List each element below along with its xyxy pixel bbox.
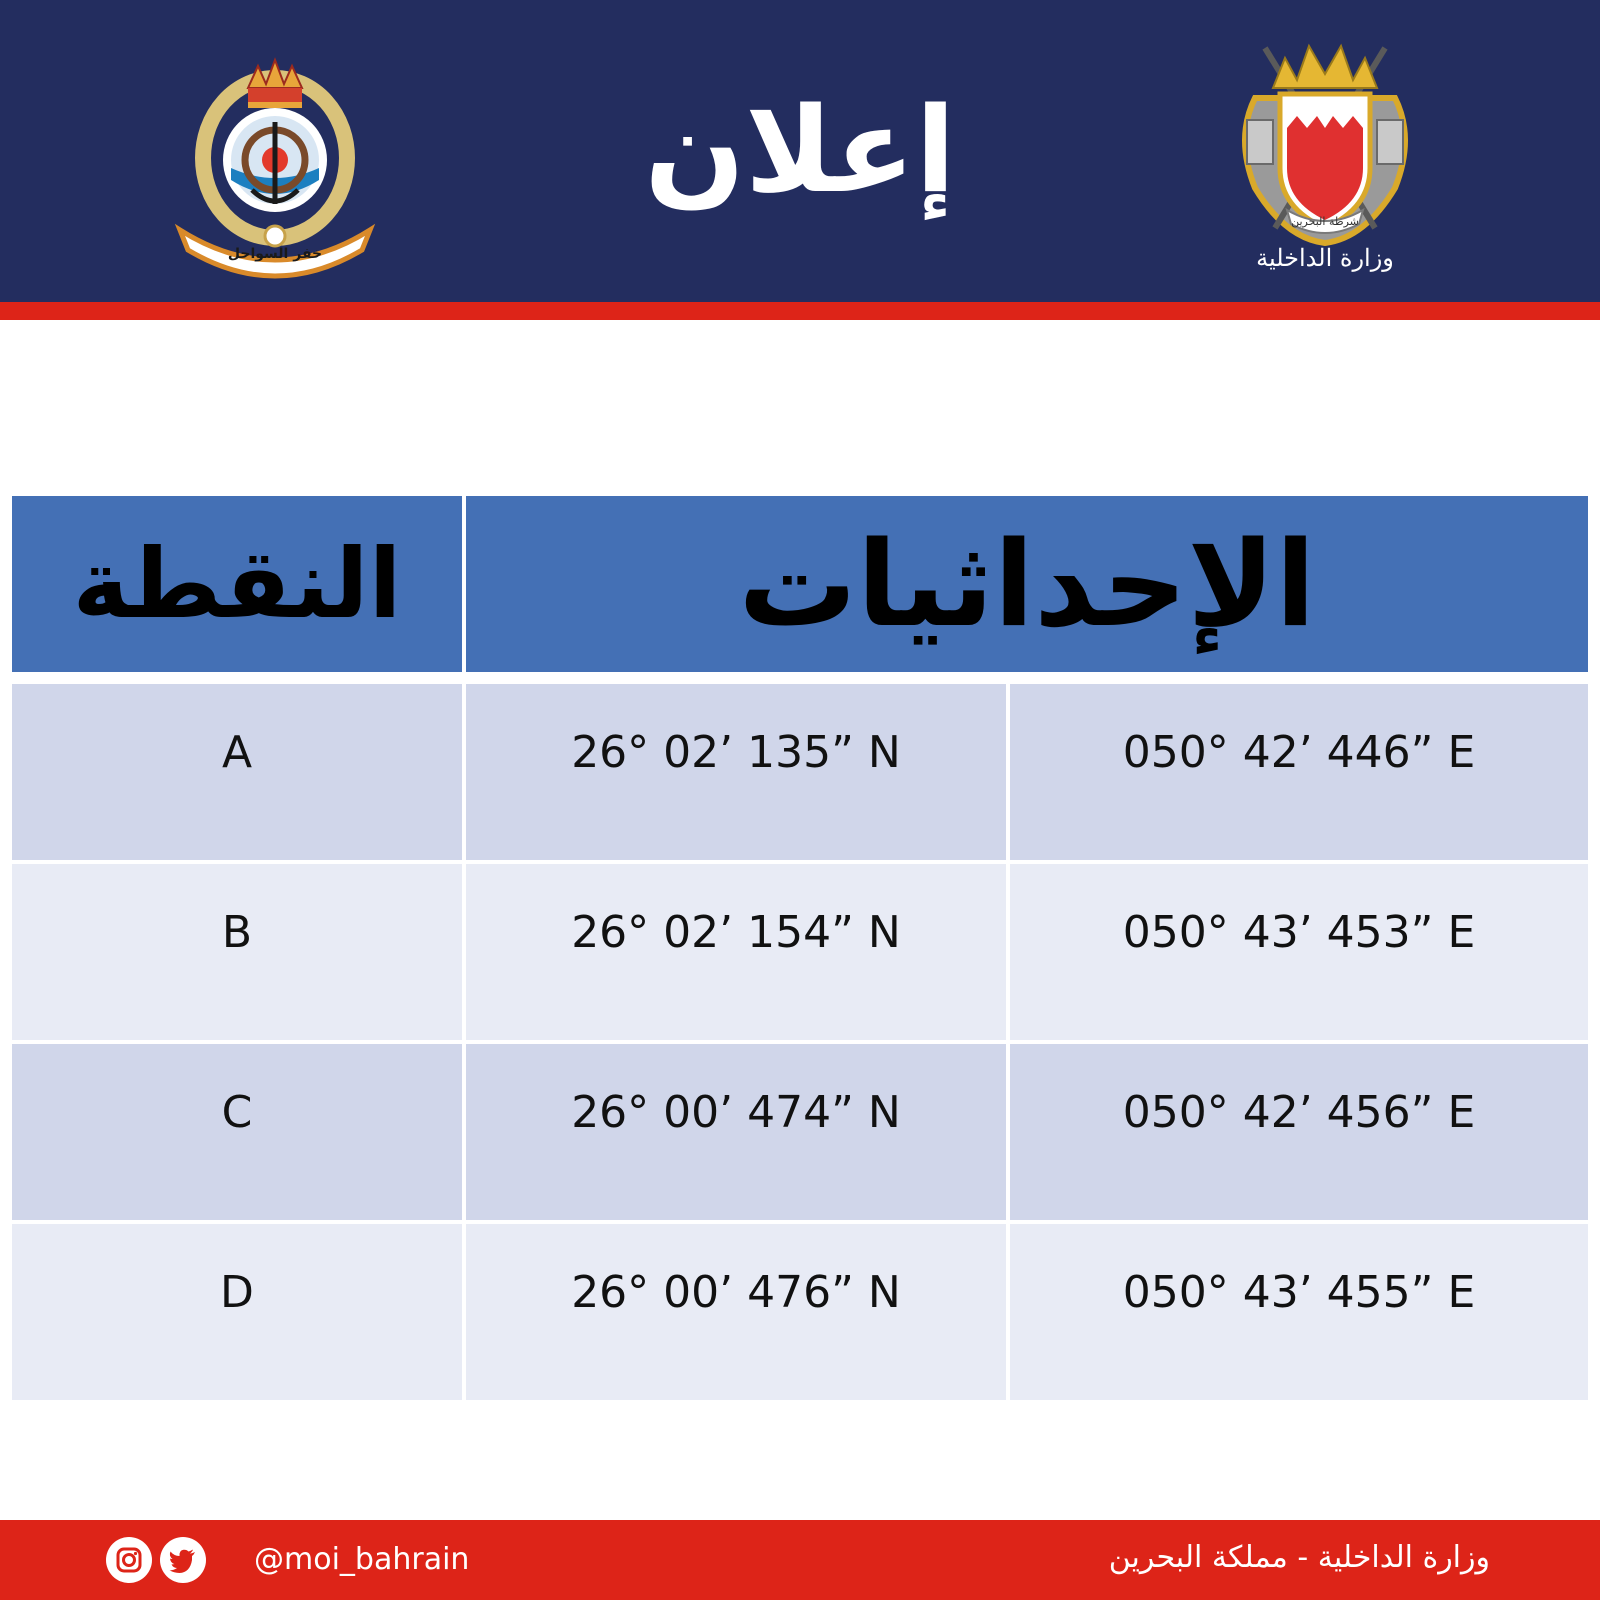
ministry-emblem-text: وزارة الداخلية	[1256, 244, 1394, 272]
table-header-coordinates: الإحداثيات	[466, 496, 1588, 672]
coordinates-table	[12, 496, 1588, 1402]
longitude-cell: 050° 43’ 455” E	[1010, 1224, 1588, 1400]
point-cell: A	[12, 684, 462, 860]
page-title: إعلان	[644, 81, 956, 219]
twitter-icon[interactable]	[160, 1537, 206, 1583]
longitude-cell: 050° 42’ 446” E	[1010, 684, 1588, 860]
ministry-footer-text: وزارة الداخلية - مملكة البحرين	[1108, 1540, 1490, 1575]
latitude-cell: 26° 02’ 135” N	[466, 684, 1006, 860]
coast-guard-emblem-text: خفر السواحل	[227, 246, 323, 262]
social-handle[interactable]: @moi_bahrain	[254, 1542, 470, 1577]
bahrain-police-text: شرطة البحرين	[1291, 215, 1359, 228]
table-header-point: النقطة	[12, 496, 462, 672]
point-cell: C	[12, 1044, 462, 1220]
table-row	[12, 864, 1588, 1040]
instagram-icon[interactable]	[106, 1537, 152, 1583]
point-cell: B	[12, 864, 462, 1040]
point-cell: D	[12, 1224, 462, 1400]
table-row	[12, 684, 1588, 860]
longitude-cell: 050° 43’ 453” E	[1010, 864, 1588, 1040]
longitude-cell: 050° 42’ 456” E	[1010, 1044, 1588, 1220]
ministry-of-interior-emblem-icon	[1225, 28, 1425, 278]
table-row	[12, 1044, 1588, 1220]
coast-guard-emblem-icon	[170, 40, 380, 280]
table-row	[12, 1224, 1588, 1400]
latitude-cell: 26° 00’ 476” N	[466, 1224, 1006, 1400]
latitude-cell: 26° 00’ 474” N	[466, 1044, 1006, 1220]
header-red-stripe	[0, 302, 1600, 320]
latitude-cell: 26° 02’ 154” N	[466, 864, 1006, 1040]
